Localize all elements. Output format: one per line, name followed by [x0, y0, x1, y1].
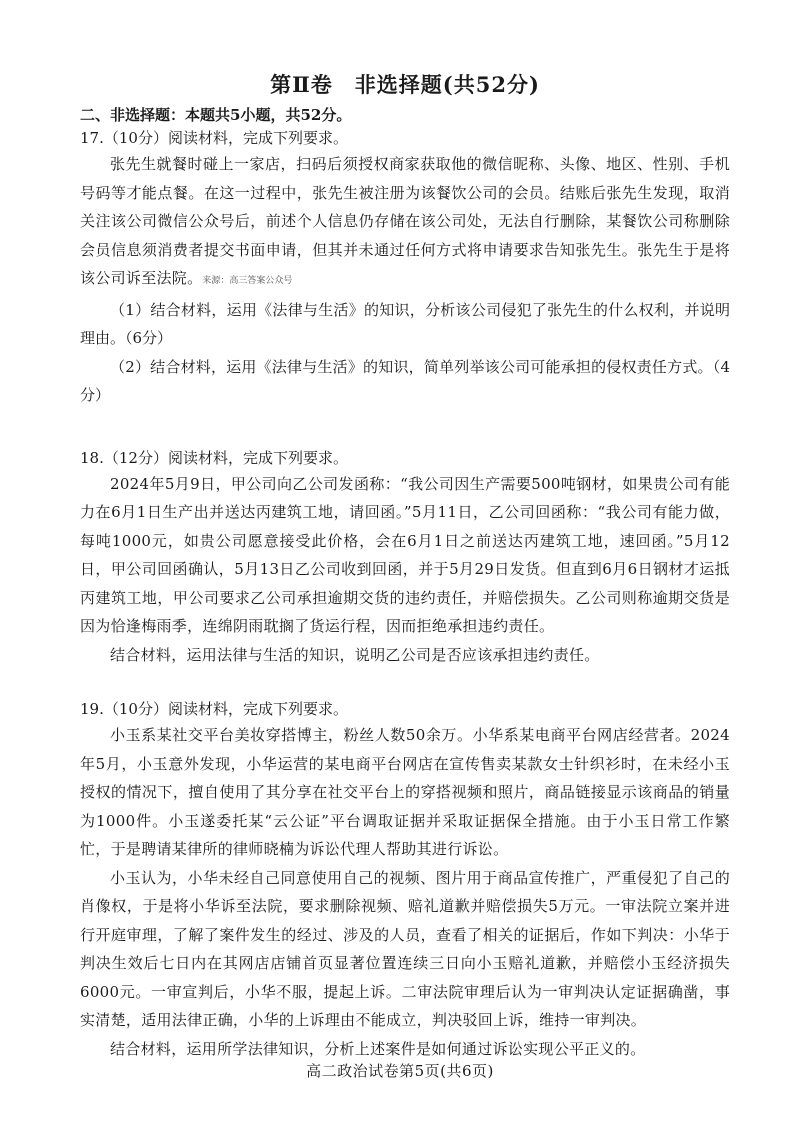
page-footer: 高二政治试卷第5页(共6页)	[306, 1062, 494, 1080]
question-18	[80, 446, 730, 670]
section-heading: 二、非选择题：本题共5小题，共52分。	[80, 106, 352, 124]
question-19	[80, 697, 730, 1063]
question-17-material-text: 张先生就餐时碰上一家店，扫码后须授权商家获取他的微信昵称、头像、地区、性别、手机号码等才能点餐。在这一过程中，张先生被注册为该餐饮公司的会员。结账后张先生发现，取消关注该公司微信公众号后，前述个人信息仍存储在该公司处，无法自行删除，某餐饮公司称删除会员信息须消费者提交书面申请，但其并未通过任何方式将申请要求告知张先生。张先生于是将该公司诉至法院。	[80, 155, 730, 287]
question-18-task: 结合材料，运用法律与生活的知识，说明乙公司是否应该承担违约责任。	[110, 645, 600, 664]
question-19-header: 19.（10分）阅读材料，完成下列要求。	[80, 700, 348, 718]
question-19-task: 结合材料，运用所学法律知识，分析上述案件是如何通过诉讼实现公平正义的。	[110, 1039, 646, 1058]
question-17-header: 17.（10分）阅读材料，完成下列要求。	[80, 129, 348, 147]
exam-page	[80, 70, 730, 1063]
question-18-material: 2024年5月9日，甲公司向乙公司发函称：“我公司因生产需要500吨钢材，如果贵公司有能力在6月1日生产出并送达丙建筑工地，请回函。”5月11日，乙公司回函称：“我公司有能力做，每吨1000元，如贵公司愿意接受此价格，会在6月1日之前送达丙建筑工地，速回函。”5月12日，甲公司回函确认，5月13日乙公司收到回函，并于5月29日发货。但直到6月6日钢材才运抵丙建筑工地，甲公司要求乙公司承担逾期交货的违约责任，并赔偿损失。乙公司则称逾期交货是因为恰逢梅雨季，连绵阴雨耽搁了货运行程，因而拒绝承担违约责任。	[80, 474, 730, 635]
watermark-text: 来源：高三答案公众号	[202, 276, 293, 286]
question-17-material	[80, 150, 730, 296]
question-19-material-1: 小玉系某社交平台美妆穿搭博主，粉丝人数50余万。小华系某电商平台网店经营者。2024年5月，小玉意外发现，小华运营的某电商平台网店在宣传售卖某款女士针织衫时，在未经小玉授权的情况下，擅自使用了其分享在社交平台上的穿搭视频和照片，商品链接显示该商品的销量为1000件。小玉遂委托某“云公证”平台调取证据并采取证据保全措施。由于小玉日常工作繁忙，于是聘请某律所的律师晓楠为诉讼代理人帮助其进行诉讼。	[80, 726, 730, 858]
question-17-task-2: （2）结合材料，运用《法律与生活》的知识，简单列举该公司可能承担的侵权责任方式。（4分）	[80, 357, 730, 404]
question-18-header: 18.（12分）阅读材料，完成下列要求。	[80, 448, 348, 467]
question-19-material-2: 小玉认为，小华未经自己同意使用自己的视频、图片用于商品宣传推广，严重侵犯了自己的肖像权，于是将小华诉至法院，要求删除视频、赔礼道歉并赔偿损失5万元。一审法院立案并进行开庭审理，了解了案件发生的经过、涉及的人员，查看了相关的证据后，作如下判决：小华于判决生效后七日内在其网店店铺首页显著位置连续三日向小玉赔礼道歉，并赔偿小玉经济损失6000元。一审宣判后，小华不服，提起上诉。二审法院审理后认为一审判决认定证据确凿，事实清楚，适用法律正确，小华的上诉理由不能成立，判决驳回上诉，维持一审判决。	[80, 868, 730, 1029]
question-17-task-1: （1）结合材料，运用《法律与生活》的知识，分析该公司侵犯了张先生的什么权利，并说明理由。（6分）	[80, 300, 730, 347]
page-title: 第Ⅱ卷 非选择题(共52分)	[270, 72, 540, 97]
question-17	[80, 126, 730, 410]
